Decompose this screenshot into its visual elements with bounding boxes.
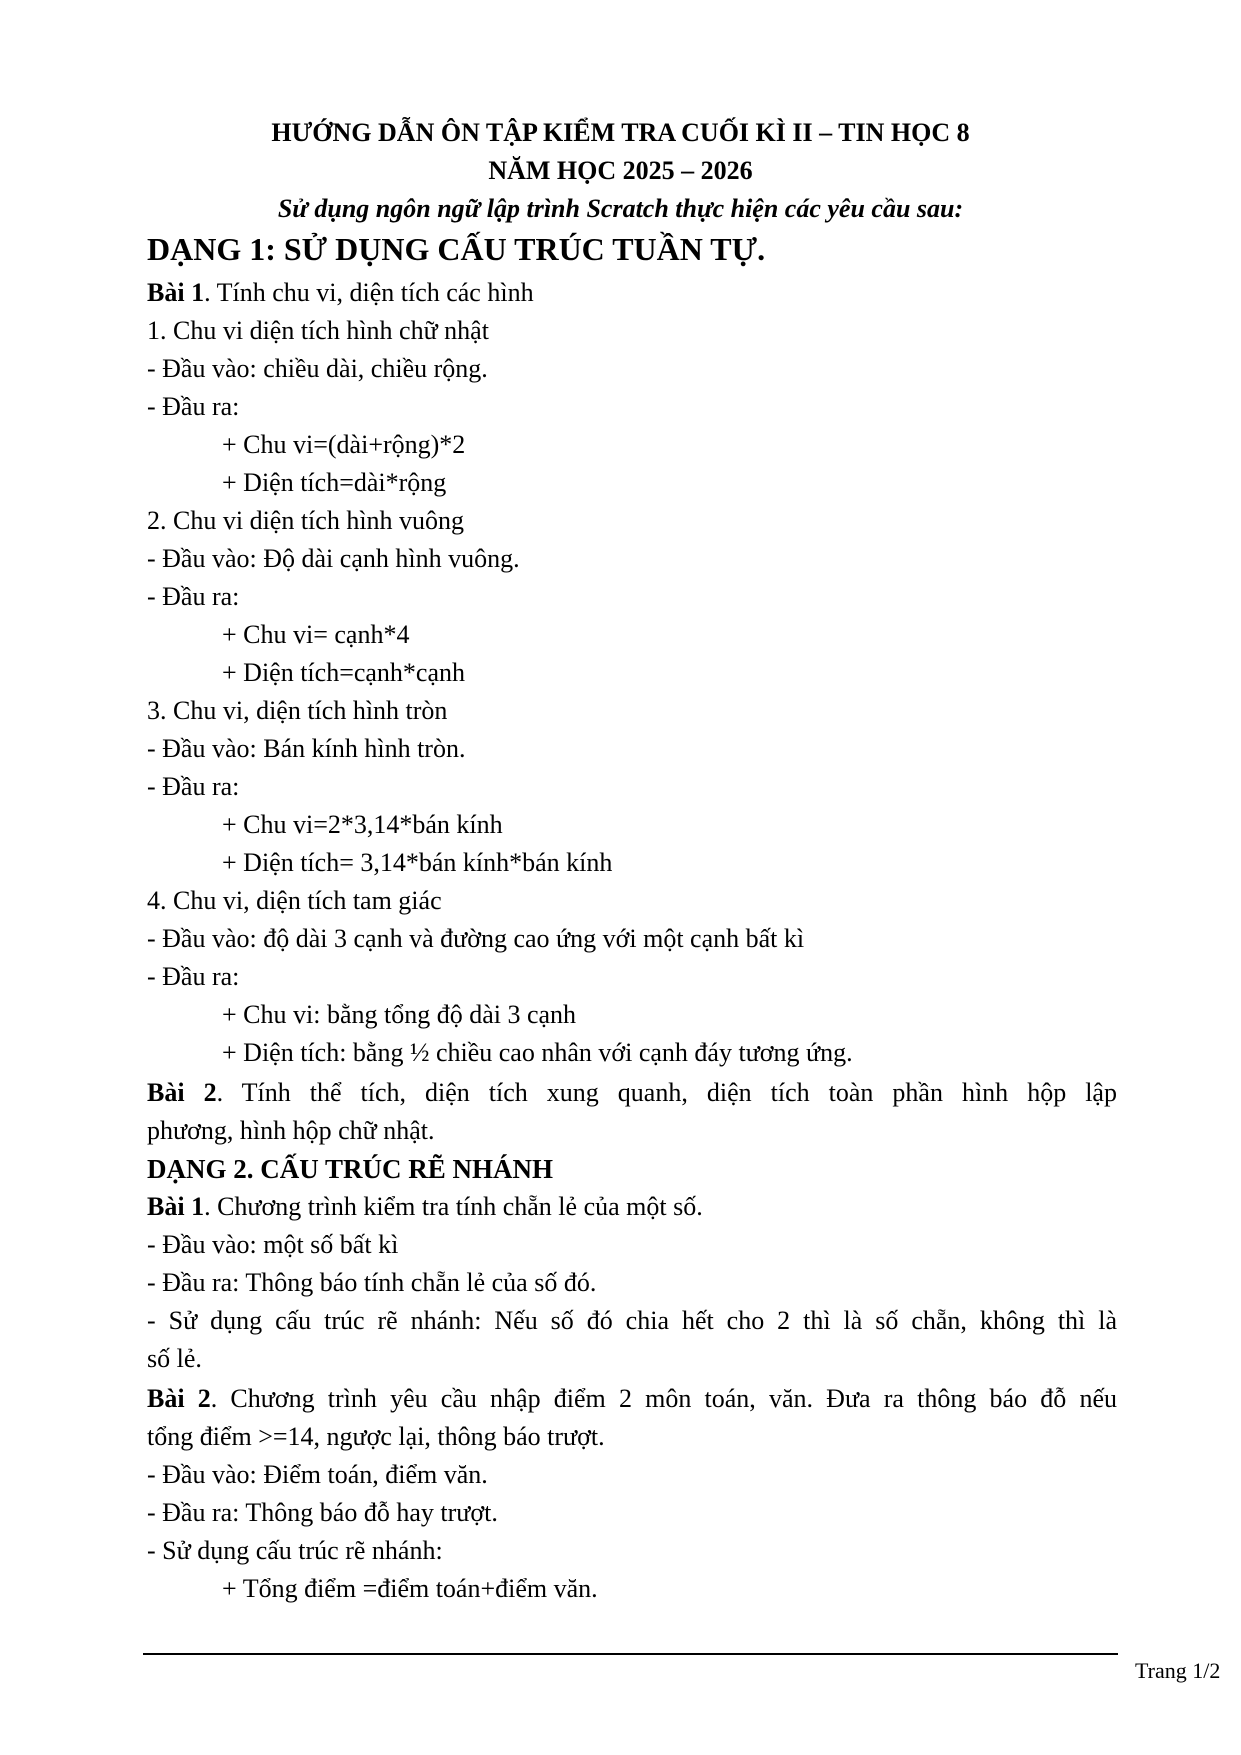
section1-title: DẠNG 1: SỬ DỤNG CẤU TRÚC TUẦN TỰ. [147,231,766,267]
list-item: 3. Chu vi, diện tích hình tròn [147,696,448,725]
s2-bai1-label: Bài 1 [147,1192,205,1221]
instruction: Sử dụng ngôn ngữ lập trình Scratch thực hiện các yêu cầu sau: [277,194,964,223]
list-item: - Đầu vào: Độ dài cạnh hình vuông. [147,544,520,573]
list-item: - Đầu vào: chiều dài, chiều rộng. [147,354,488,383]
s2-bai2-line2: tổng điểm >=14, ngược lại, thông báo trượt. [147,1422,605,1451]
list-item: - Sử dụng cấu trúc rẽ nhánh: [147,1536,443,1565]
list-item: - Đầu vào: độ dài 3 cạnh và đường cao ứng với một cạnh bất kì [147,924,805,953]
list-item: - Đầu vào: Bán kính hình tròn. [147,734,466,763]
list-item: + Diện tích=dài*rộng [222,468,447,497]
s1-bai2-label: Bài 2 [147,1078,217,1107]
list-item: + Tổng điểm =điểm toán+điểm văn. [222,1574,598,1603]
list-item: - Đầu ra: [147,772,240,801]
list-item: + Diện tích= 3,14*bán kính*bán kính [222,848,613,877]
list-item: + Chu vi=2*3,14*bán kính [222,810,503,839]
s2-bai2-line1 [147,1380,1117,1418]
list-item: + Chu vi= cạnh*4 [222,620,410,649]
section2-title: DẠNG 2. CẤU TRÚC RẼ NHÁNH [147,1154,554,1184]
s2-bai2-text: . Chương trình yêu cầu nhập điểm 2 môn toán, văn. Đưa ra thông báo đỗ nếu [210,1384,1117,1413]
s2-bai1-branch-line2: số lẻ. [147,1344,202,1373]
s2-bai1-heading [147,1188,1117,1226]
list-item: 1. Chu vi diện tích hình chữ nhật [147,316,489,345]
list-item: + Diện tích=cạnh*cạnh [222,658,466,687]
s1-bai2-line2: phương, hình hộp chữ nhật. [147,1116,435,1145]
list-item: + Diện tích: bằng ½ chiều cao nhân với cạnh đáy tương ứng. [222,1038,853,1067]
s2-bai2-label: Bài 2 [147,1384,211,1413]
s1-bai2-line1 [147,1074,1117,1112]
list-item: - Đầu ra: [147,392,240,421]
s1-bai1-heading [147,274,1117,312]
s1-bai2-text: . Tính thể tích, diện tích xung quanh, diện tích toàn phần hình hộp lập [216,1078,1117,1107]
list-item: - Đầu ra: [147,962,240,991]
s1-bai1-text: . Tính chu vi, diện tích các hình [204,278,534,307]
school-year: NĂM HỌC 2025 – 2026 [488,156,753,185]
s1-bai1-label: Bài 1 [147,278,205,307]
list-item: 4. Chu vi, diện tích tam giác [147,886,442,915]
list-item: - Đầu ra: Thông báo đỗ hay trượt. [147,1498,498,1527]
page-number: Trang 1/2 [1135,1658,1221,1683]
document-title: HƯỚNG DẪN ÔN TẬP KIỂM TRA CUỐI KÌ II – TIN HỌC 8 [271,118,970,147]
s2-bai1-branch-line1: - Sử dụng cấu trúc rẽ nhánh: Nếu số đó chia hết cho 2 thì là số chẵn, không thì là [147,1306,1117,1335]
s2-bai1-text: . Chương trình kiểm tra tính chẵn lẻ của một số. [204,1192,703,1221]
list-item: - Đầu vào: Điểm toán, điểm văn. [147,1460,488,1489]
list-item: - Đầu ra: Thông báo tính chẵn lẻ của số đó. [147,1268,597,1297]
list-item: + Chu vi=(dài+rộng)*2 [222,430,466,459]
footer-divider [143,1653,1118,1655]
list-item: 2. Chu vi diện tích hình vuông [147,506,465,535]
list-item: - Đầu vào: một số bất kì [147,1230,399,1259]
list-item: - Đầu ra: [147,582,240,611]
list-item: + Chu vi: bằng tổng độ dài 3 cạnh [222,1000,577,1029]
